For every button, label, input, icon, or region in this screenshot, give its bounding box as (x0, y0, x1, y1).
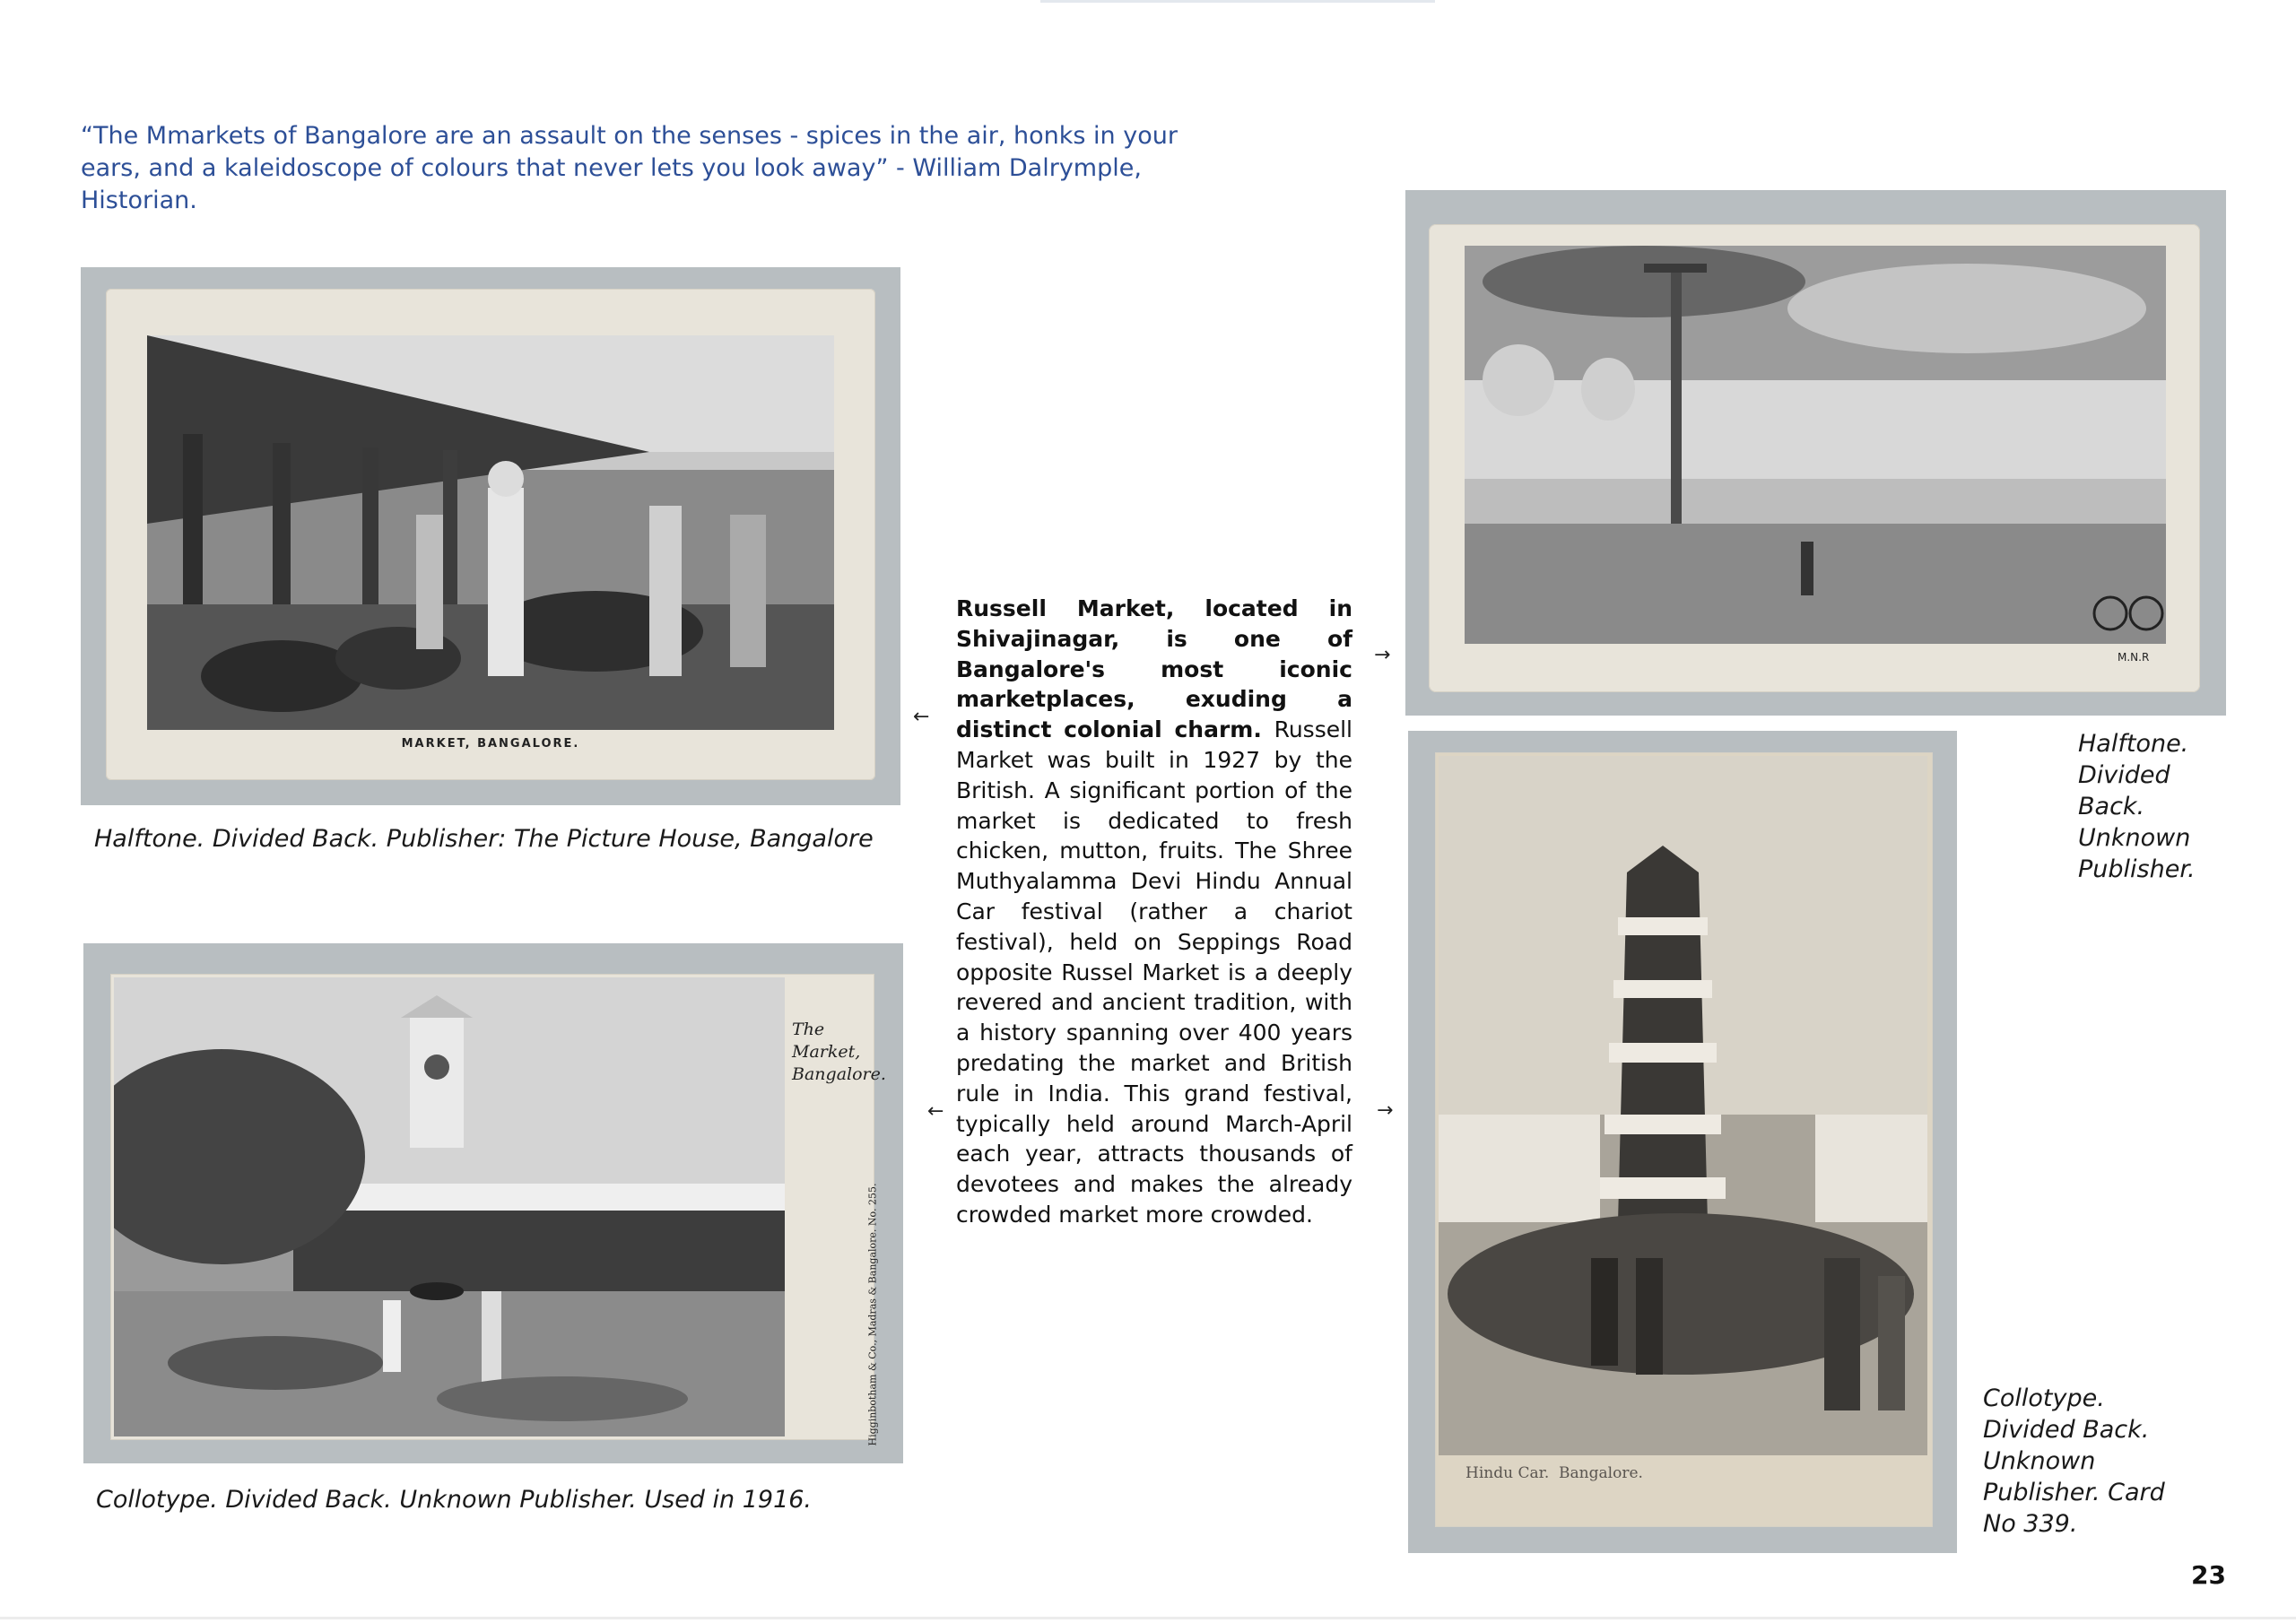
bottom-divider (0, 1617, 2296, 1619)
postcard-mount-russell-market (1405, 190, 2226, 716)
pull-quote: “The Mmarkets of Bangalore are an assault on the senses - spices in the air, honks in your ears, and a kaleidoscope of colours that never lets you look away” - William Dalrymple, Historian. (81, 122, 1178, 214)
stamp-mark: M.N.R (2118, 651, 2150, 664)
publisher-imprint: Higginbotham & Co., Madras & Bangalore. No. 255. (866, 1183, 879, 1446)
arrow-right-top-icon: → (1374, 644, 1391, 666)
page-number: 23 (2191, 1560, 2226, 1590)
caption-market-bangalore: Halftone. Divided Back. Publisher: The Picture House, Bangalore (94, 825, 874, 853)
market-crowd-photo (147, 335, 834, 730)
arrow-right-bottom-icon: → (1377, 1099, 1394, 1122)
postcard-the-market (110, 974, 886, 1446)
article-text (956, 594, 1352, 1230)
article-body: Russell Market was built in 1927 by the British. A significant portion of the market is dedicated to fresh chicken, mutton, fruits. The Shree Muthyalamma Devi Hindu Annual Car festival (rather a chariot festival), held on Seppings Road opposite Russel Market is a deeply revered and ancient tradition, with a history spanning over 400 years predating the market and British rule in India. This grand festival, typically held around March-April each year, attracts thousands of devotees and makes the already crowded market more crowded. (956, 716, 1352, 1228)
article-lead: Russell Market, located in Shivajinagar, is one of Bangalore's most iconic marketplaces, exuding a distinct colonial charm. (956, 595, 1352, 743)
market-building-photo (1465, 246, 2166, 644)
caption-russell-market: Halftone. Divided Back. Unknown Publisher. (2078, 730, 2196, 883)
caption-hindu-car: Collotype. Divided Back. Unknown Publisher. Card No 339. (1983, 1384, 2165, 1538)
arrow-left-bottom-icon: ← (927, 1100, 944, 1123)
postcard-hindu-car (1435, 752, 1933, 1527)
postcard-russell-market (1429, 224, 2200, 692)
postcard-mount-hindu-car (1408, 731, 1957, 1553)
chariot-festival-photo (1439, 756, 1927, 1455)
arrow-left-top-icon: ← (913, 706, 930, 728)
postcard-mount-the-market (83, 943, 903, 1463)
postcard-printed-title: The Market, Bangalore. (792, 1020, 886, 1084)
top-divider (1040, 0, 1435, 3)
postcard-mount-market-bangalore (81, 267, 900, 805)
postcard-printed-title: MARKET, BANGALORE. (401, 737, 580, 751)
market-clocktower-photo (114, 977, 785, 1436)
postcard-market-bangalore (106, 289, 875, 780)
caption-the-market: Collotype. Divided Back. Unknown Publisher. Used in 1916. (96, 1486, 813, 1514)
postcard-printed-title: Hindu Car. Bangalore. (1465, 1464, 1643, 1482)
